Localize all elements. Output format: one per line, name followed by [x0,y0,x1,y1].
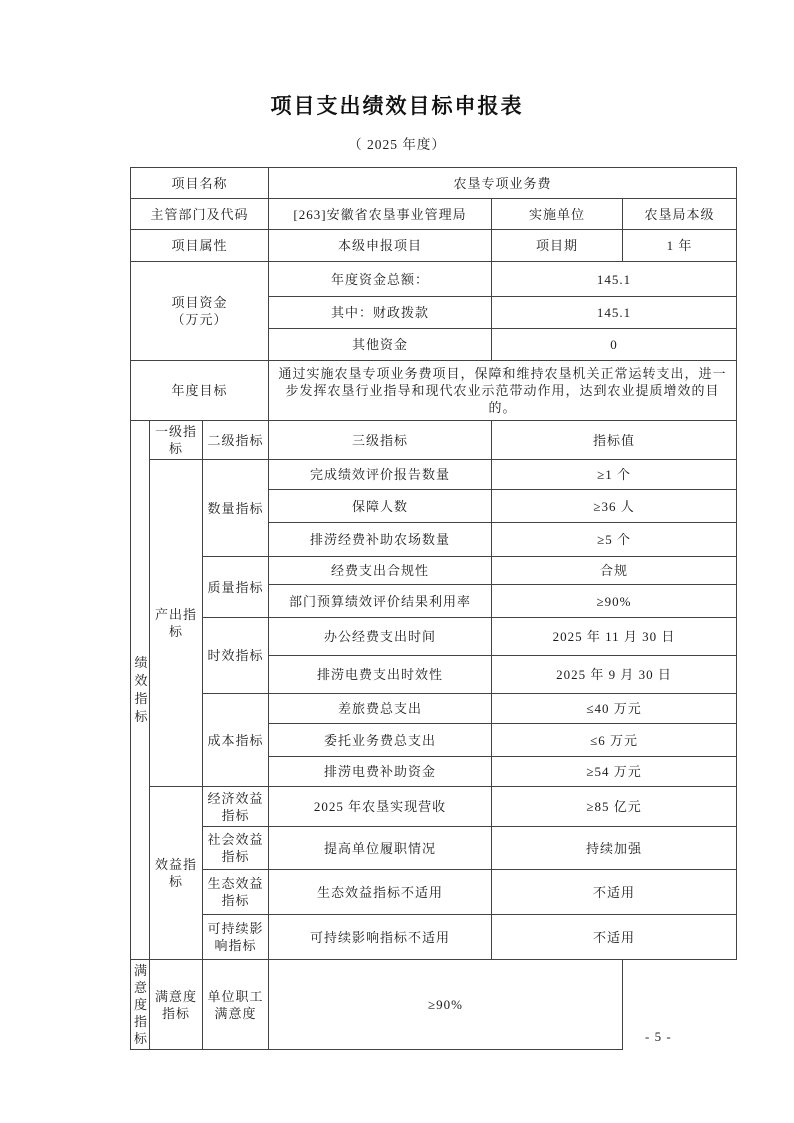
funds-fiscal-value: 145.1 [492,297,737,329]
level2-cost: 成本指标 [203,694,269,787]
indicator-target: 2025 年 9 月 30 日 [492,656,737,694]
indicator-target: ≥1 个 [492,460,737,490]
indicator-name: 保障人数 [269,490,492,523]
page-title: 项目支出绩效目标申报表 [270,95,524,118]
period-label: 项目期 [492,230,623,262]
level2-social: 社会效益指标 [203,827,269,870]
table-row [131,361,737,421]
indicator-target: 不适用 [492,915,737,960]
indicator-name: 办公经费支出时间 [269,618,492,656]
indicator-row [131,557,737,585]
table-row [131,168,737,199]
annual-goal-label: 年度目标 [131,361,269,421]
performance-side-label [131,421,150,960]
attribute-label: 项目属性 [131,230,269,262]
funds-fiscal-label: 其中：财政拨款 [269,297,492,329]
indicator-target: ≥5 个 [492,523,737,557]
indicator-target: 持续加强 [492,827,737,870]
indicator-row [131,460,737,490]
indicator-name: 部门预算绩效评价结果利用率 [269,585,492,618]
attribute-value: 本级申报项目 [269,230,492,262]
col-header-value: 指标值 [492,421,737,460]
indicator-name: 排涝电费补助资金 [269,757,492,787]
indicator-target: 2025 年 11 月 30 日 [492,618,737,656]
funds-label-line1: 项目资金 [171,295,228,310]
annual-goal-value: 通过实施农垦专项业务费项目，保障和维持农垦机关正常运转支出，进一步发挥农垦行业指导和现代农业示范带动作用，达到农业提质增效的目的。 [269,361,737,421]
col-header-level2: 二级指标 [203,421,269,460]
impl-unit-label: 实施单位 [492,199,623,230]
level2-satisfaction: 满意度指标 [150,960,203,1050]
indicator-name: 单位职工满意度 [203,960,269,1050]
project-name-value: 农垦专项业务费 [269,168,737,199]
indicator-name: 2025 年农垦实现营收 [269,787,492,827]
indicator-target: 不适用 [492,870,737,915]
funds-label-line2: （万元） [171,312,228,327]
indicator-target: ≤40 万元 [492,694,737,724]
year-subtitle: （ 2025 年度） [348,137,446,152]
page-number: - 5 - [645,1029,672,1044]
level1-output: 产出指标 [150,460,203,787]
funds-other-value: 0 [492,329,737,361]
indicator-row [131,694,737,724]
indicator-header-row [131,421,737,460]
indicator-name: 生态效益指标不适用 [269,870,492,915]
level1-satisfaction: 满意度指标 [131,960,150,1050]
level2-quantity: 数量指标 [203,460,269,557]
level2-timeliness: 时效指标 [203,618,269,694]
table-row [131,262,737,297]
indicator-name: 排涝经费补助农场数量 [269,523,492,557]
indicator-name: 完成绩效评价报告数量 [269,460,492,490]
level1-benefit: 效益指标 [150,787,203,960]
indicator-name: 提高单位履职情况 [269,827,492,870]
table-row [131,199,737,230]
indicator-target: ≥54 万元 [492,757,737,787]
indicator-row [131,827,737,870]
performance-side-label-text: 绩效指标 [134,655,148,724]
level2-economic: 经济效益指标 [203,787,269,827]
project-name-label: 项目名称 [131,168,269,199]
indicator-name: 可持续影响指标不适用 [269,915,492,960]
col-header-level3: 三级指标 [269,421,492,460]
indicator-row [131,915,737,960]
level2-sustainability: 可持续影响指标 [203,915,269,960]
indicator-target: ≤6 万元 [492,724,737,757]
indicator-target: ≥85 亿元 [492,787,737,827]
funds-total-value: 145.1 [492,262,737,297]
indicator-name: 差旅费总支出 [269,694,492,724]
impl-unit-value: 农垦局本级 [623,199,737,230]
indicator-name: 经费支出合规性 [269,557,492,585]
indicator-name: 委托业务费总支出 [269,724,492,757]
department-value: [263]安徽省农垦事业管理局 [269,199,492,230]
indicator-target: ≥90% [492,585,737,618]
indicator-row [131,787,737,827]
performance-target-table [130,167,737,1050]
department-label: 主管部门及代码 [131,199,269,230]
col-header-level1: 一级指标 [150,421,203,460]
table-row [131,230,737,262]
level2-ecological: 生态效益指标 [203,870,269,915]
funds-label [131,262,269,361]
indicator-name: 排涝电费支出时效性 [269,656,492,694]
funds-other-label: 其他资金 [269,329,492,361]
indicator-row [131,618,737,656]
indicator-row [131,870,737,915]
indicator-target: ≥90% [269,960,623,1050]
period-value: 1 年 [623,230,737,262]
indicator-target: ≥36 人 [492,490,737,523]
indicator-target: 合规 [492,557,737,585]
level2-quality: 质量指标 [203,557,269,618]
funds-total-label: 年度资金总额： [269,262,492,297]
